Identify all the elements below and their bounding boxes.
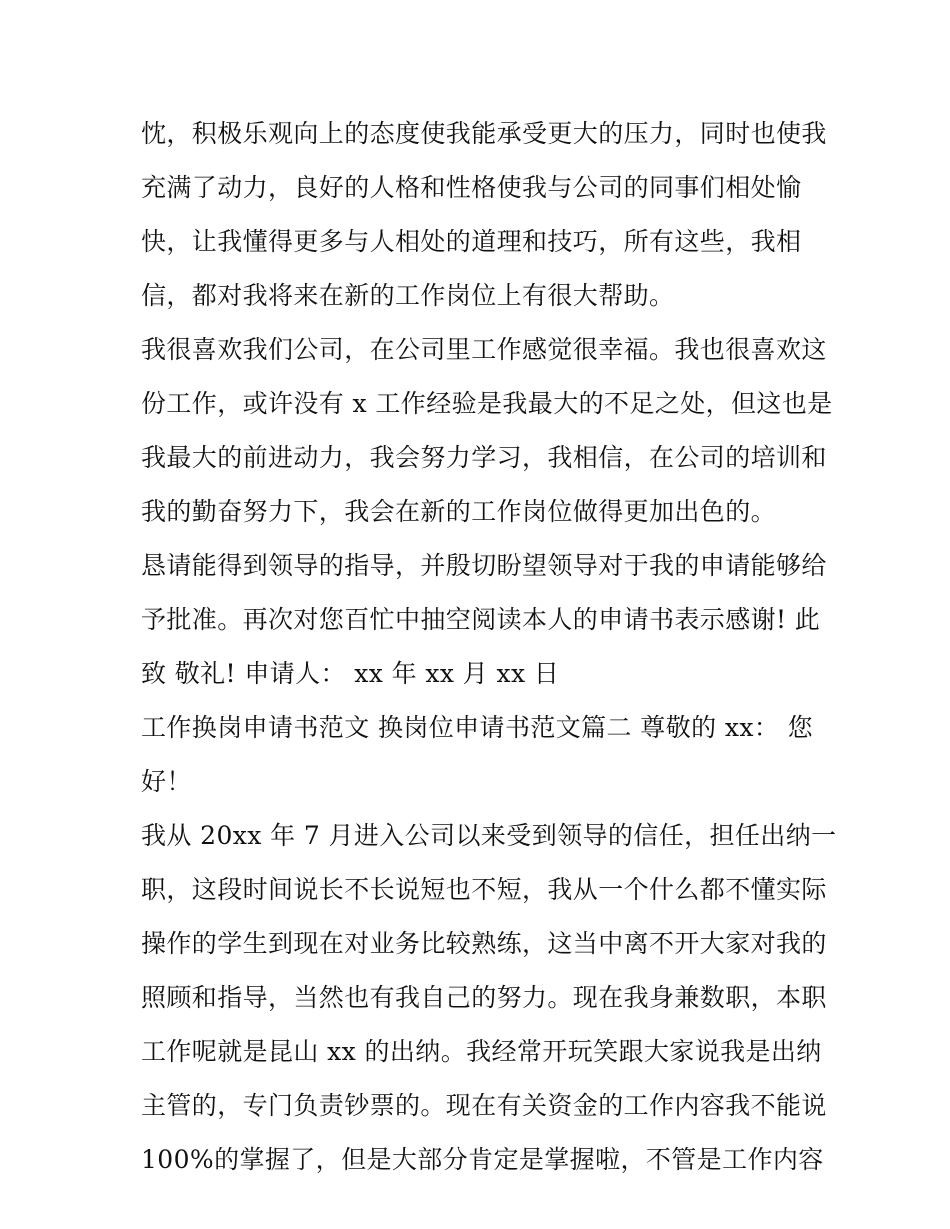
text-line: 操作的学生到现在对业务比较熟练，这当中离不开大家对我的 [141,929,827,958]
text-line: 恳请能得到领导的指导，并殷切盼望领导对于我的申请能够给 [141,551,827,580]
text-line: 主管的，专门负责钞票的。现在有关资金的工作内容我不能说 [141,1091,827,1120]
text-line: 我很喜欢我们公司，在公司里工作感觉很幸福。我也很喜欢这 [141,335,827,364]
text-line: 充满了动力，良好的人格和性格使我与公司的同事们相处愉 [141,173,802,202]
text-line: 我的勤奋努力下，我会在新的工作岗位做得更加出色的。 [141,497,777,526]
text-line: 份工作，或许没有 x 工作经验是我最大的不足之处，但这也是 [141,389,833,418]
text-line: 工作换岗申请书范文 换岗位申请书范文篇二 尊敬的 xx： 您 [141,713,813,742]
text-line: 100%的掌握了，但是大部分肯定是掌握啦，不管是工作内容 [141,1145,824,1174]
text-line: 照顾和指导，当然也有我自己的努力。现在我身兼数职，本职 [141,983,827,1012]
text-line: 职，这段时间说长不长说短也不短，我从一个什么都不懂实际 [141,875,827,904]
text-line: 信，都对我将来在新的工作岗位上有很大帮助。 [141,281,675,310]
text-line: 我最大的前进动力，我会努力学习，我相信，在公司的培训和 [141,443,827,472]
text-line: 工作呢就是昆山 xx 的出纳。我经常开玩笑跟大家说我是出纳 [141,1037,822,1066]
text-line: 快，让我懂得更多与人相处的道理和技巧，所有这些，我相 [141,227,802,256]
text-line: 好！ [141,767,192,796]
text-line: 我从 20xx 年 7 月进入公司以来受到领导的信任，担任出纳一 [141,821,837,850]
text-line: 予批准。再次对您百忙中抽空阅读本人的申请书表示感谢! 此 [141,605,821,634]
text-line: 致 敬礼! 申请人： xx 年 xx 月 xx 日 [141,659,560,688]
document-body [141,107,837,1187]
text-line: 忱，积极乐观向上的态度使我能承受更大的压力，同时也使我 [141,119,827,148]
